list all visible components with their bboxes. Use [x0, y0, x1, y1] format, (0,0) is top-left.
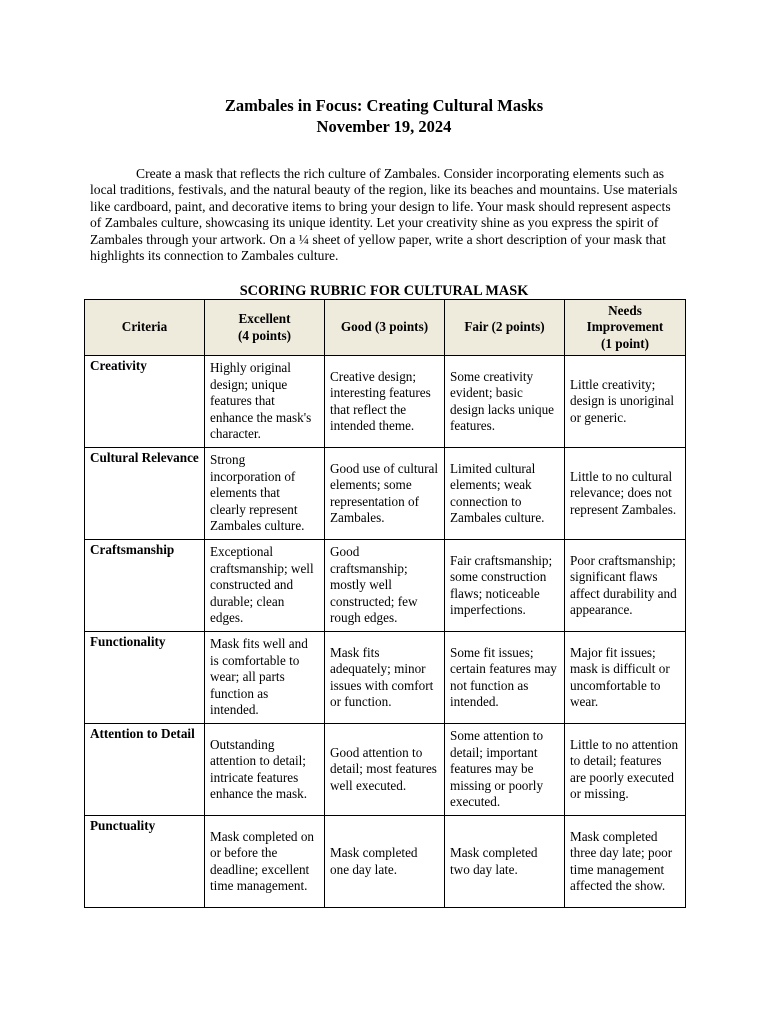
good-cell: Good use of cultural elements; some representation of Zambales. — [325, 448, 445, 540]
excellent-cell: Exceptional craftsmanship; well constructed and durable; clean edges. — [205, 540, 325, 632]
header-needs-label-2: Improvement — [586, 319, 664, 335]
header-criteria: Criteria — [85, 300, 205, 356]
criteria-cell: Cultural Relevance — [85, 448, 205, 540]
fair-cell: Some creativity evident; basic design lacks unique features. — [445, 356, 565, 448]
excellent-cell: Highly original design; unique features that enhance the mask's character. — [205, 356, 325, 448]
excellent-cell: Strong incorporation of elements that clearly represent Zambales culture. — [205, 448, 325, 540]
header-needs-label-1: Needs — [608, 302, 642, 318]
rubric-row-attention-to-detail — [85, 724, 686, 816]
fair-cell: Some attention to detail; important features may be missing or poorly executed. — [445, 724, 565, 816]
header-needs-points: (1 point) — [601, 335, 649, 351]
excellent-cell: Mask fits well and is comfortable to wear; all parts function as intended. — [205, 632, 325, 724]
header-needs-improvement — [565, 300, 686, 356]
good-cell: Good craftsmanship; mostly well constructed; few rough edges. — [325, 540, 445, 632]
criteria-cell: Punctuality — [85, 816, 205, 908]
good-cell: Mask fits adequately; minor issues with comfort or function. — [325, 632, 445, 724]
good-cell: Good attention to detail; most features well executed. — [325, 724, 445, 816]
header-excellent-label: Excellent — [238, 311, 291, 326]
criteria-cell: Craftsmanship — [85, 540, 205, 632]
header-fair: Fair (2 points) — [445, 300, 565, 356]
title-line-1: Zambales in Focus: Creating Cultural Masks — [224, 96, 544, 115]
criteria-cell: Creativity — [85, 356, 205, 448]
criteria-cell: Functionality — [85, 632, 205, 724]
good-cell: Mask completed one day late. — [325, 816, 445, 908]
needs-cell: Little to no cultural relevance; does not represent Zambales. — [565, 448, 686, 540]
rubric-row-punctuality — [85, 816, 686, 908]
document-title — [0, 95, 768, 137]
needs-cell: Poor craftsmanship; significant flaws affect durability and appearance. — [565, 540, 686, 632]
rubric-row-cultural-relevance — [85, 448, 686, 540]
excellent-cell: Mask completed on or before the deadline; excellent time management. — [205, 816, 325, 908]
excellent-cell: Outstanding attention to detail; intricate features enhance the mask. — [205, 724, 325, 816]
title-date: November 19, 2024 — [316, 117, 452, 136]
header-excellent — [205, 300, 325, 356]
intro-paragraph: Create a mask that reflects the rich culture of Zambales. Consider incorporating elements such as local traditions, festivals, and the natural beauty of the region, like its beaches and mountains. Use materials like cardboard, paint, and decorative items to bring your design to life. Your mask should represent aspects of Zambales culture, showcasing its unique identity. Let your creativity shine as you express the spirit of Zambales through your artwork. On a ¼ sheet of yellow paper, write a short description of your mask that highlights its connection to Zambales culture. — [90, 166, 678, 264]
good-cell: Creative design; interesting features that reflect the intended theme. — [325, 356, 445, 448]
header-excellent-points: (4 points) — [237, 327, 292, 343]
header-good: Good (3 points) — [325, 300, 445, 356]
rubric-header-row — [85, 300, 686, 356]
needs-cell: Little creativity; design is unoriginal or generic. — [565, 356, 686, 448]
needs-cell: Little to no attention to detail; features are poorly executed or missing. — [565, 724, 686, 816]
fair-cell: Limited cultural elements; weak connection to Zambales culture. — [445, 448, 565, 540]
needs-cell: Mask completed three day late; poor time management affected the show. — [565, 816, 686, 908]
rubric-row-functionality — [85, 632, 686, 724]
needs-cell: Major fit issues; mask is difficult or uncomfortable to wear. — [565, 632, 686, 724]
fair-cell: Mask completed two day late. — [445, 816, 565, 908]
fair-cell: Fair craftsmanship; some construction flaws; noticeable imperfections. — [445, 540, 565, 632]
rubric-table — [84, 299, 686, 908]
rubric-title: SCORING RUBRIC FOR CULTURAL MASK — [239, 283, 529, 299]
criteria-cell: Attention to Detail — [85, 724, 205, 816]
rubric-row-creativity — [85, 356, 686, 448]
fair-cell: Some fit issues; certain features may not function as intended. — [445, 632, 565, 724]
rubric-row-craftsmanship — [85, 540, 686, 632]
